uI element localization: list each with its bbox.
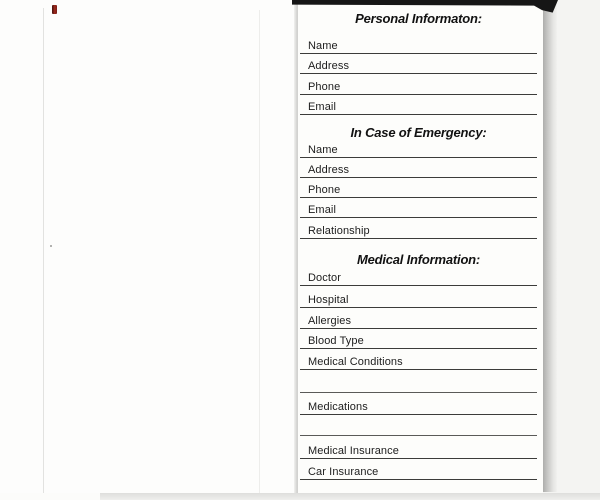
field-row-medical-insurance	[300, 441, 537, 459]
field-label: Name	[308, 144, 338, 156]
field-label: Email	[308, 101, 337, 113]
field-row-email	[300, 97, 537, 115]
section-heading-emergency: In Case of Emergency:	[350, 125, 487, 140]
left-page-edge-line	[43, 8, 44, 493]
field-label: Allergies	[308, 315, 352, 327]
field-label: Medications	[308, 401, 368, 413]
bottom-left-paper	[0, 493, 100, 500]
section-heading-medical: Medical Information:	[356, 252, 481, 267]
field-row-email	[300, 200, 537, 218]
field-row-phone	[300, 180, 537, 198]
field-row-name	[300, 36, 537, 54]
field-row-allergies	[300, 311, 537, 329]
field-label: Address	[308, 164, 350, 176]
field-row-blank-continuation	[300, 418, 537, 436]
field-row-phone	[300, 77, 537, 95]
field-label: Doctor	[308, 272, 341, 284]
field-label: Email	[308, 204, 337, 216]
field-label: Car Insurance	[308, 466, 379, 478]
field-row-doctor	[300, 268, 537, 286]
left-page-fold-line	[259, 10, 260, 493]
field-row-name	[300, 140, 537, 158]
field-label: Phone	[308, 81, 341, 93]
field-label: Medical Conditions	[308, 356, 403, 368]
field-row-blood-type	[300, 331, 537, 349]
field-label: Medical Insurance	[308, 445, 399, 457]
field-row-address	[300, 56, 537, 74]
field-row-medical-conditions	[300, 352, 537, 370]
field-row-medications	[300, 397, 537, 415]
field-label: Blood Type	[308, 335, 364, 347]
field-label: Address	[308, 60, 350, 72]
section-heading-personal: Personal Informaton:	[355, 11, 482, 26]
right-page-edge-shadow	[543, 3, 557, 492]
field-row-relationship	[300, 221, 537, 239]
field-label: Relationship	[308, 225, 370, 237]
field-row-car-insurance	[300, 462, 537, 480]
bottom-page-shadow	[100, 493, 600, 500]
field-label: Phone	[308, 184, 341, 196]
scan-speck	[50, 245, 52, 247]
field-row-blank-continuation	[300, 375, 537, 393]
field-row-hospital	[300, 290, 537, 308]
red-bookmark-icon	[52, 5, 57, 14]
field-row-address	[300, 160, 537, 178]
field-label: Name	[308, 40, 338, 52]
field-label: Hospital	[308, 294, 349, 306]
